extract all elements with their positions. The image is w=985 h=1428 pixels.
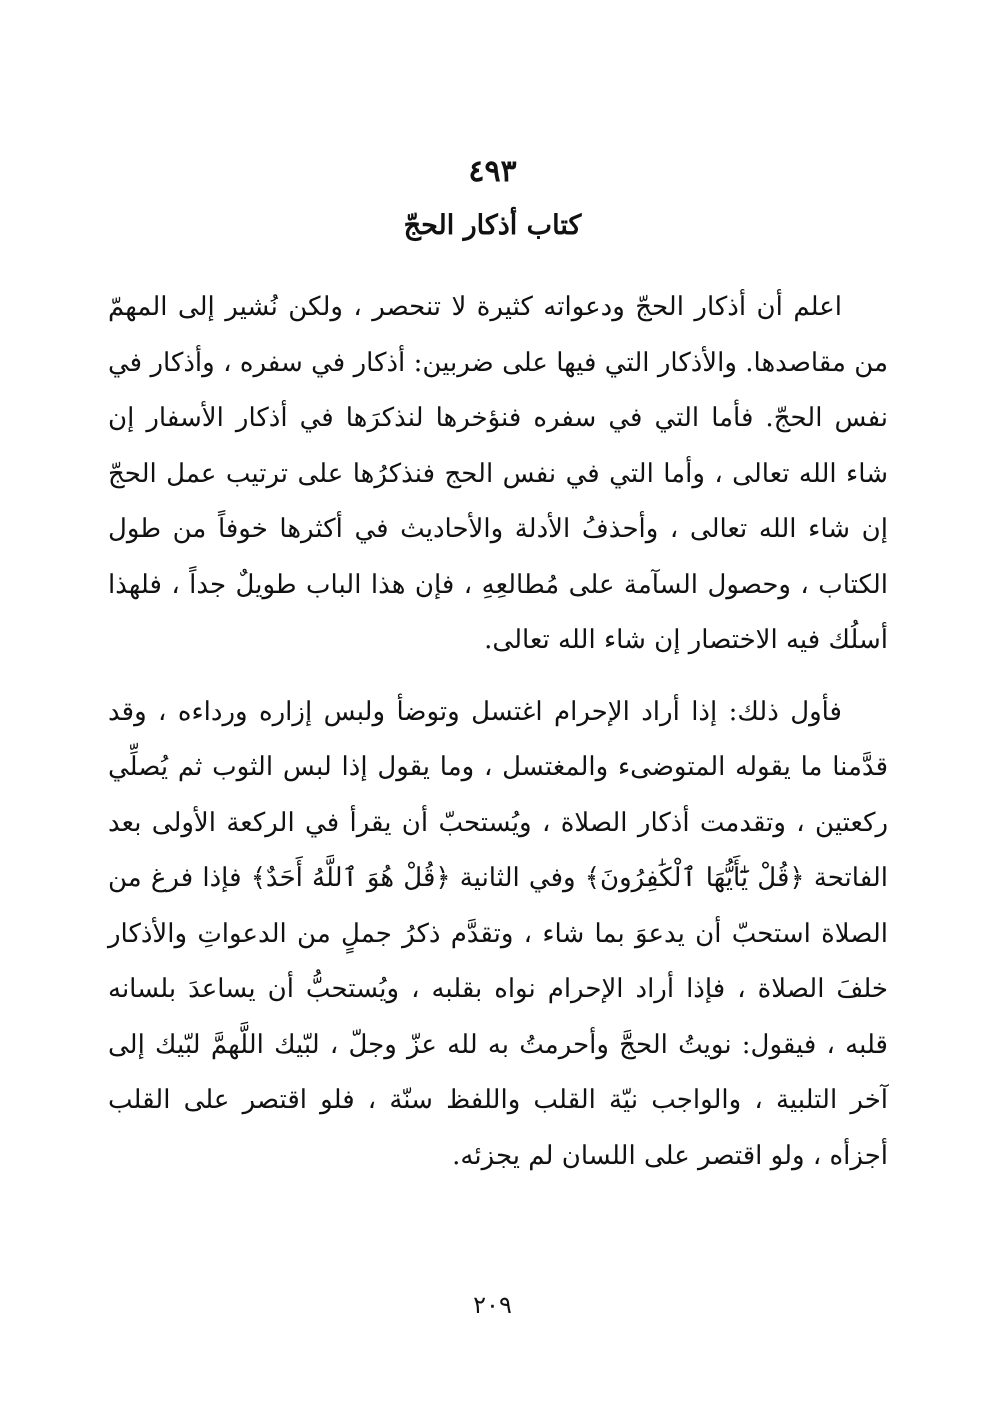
page-number: ٢٠٩ <box>473 1291 512 1319</box>
paragraph-ihram: فأول ذلك: إذا أراد الإحرام اغتسل وتوضأ ولبس إزاره ورداءه ، وقد قدَّمنا ما يقوله المتوضىء والمغتسل ، وما يقول إذا لبس الثوب ثم يُصلِّي ركعتين ، وتقدمت أذكار الصلاة ، ويُستحبّ أن يقرأ في الركعة الأولى بعد الفاتحة ﴿قُلْ يَٰٓأَيُّهَا ٱلْكَٰفِرُونَ﴾ وفي الثانية ﴿قُلْ هُوَ ٱللَّهُ أَحَدٌ﴾ فإذا فرغ من الصلاة استحبّ أن يدعوَ بما شاء ، وتقدَّم ذكرُ جملٍ من الدعواتِ والأذكار خلفَ الصلاة ، فإذا أراد الإحرام نواه بقلبه ، ويُستحبُّ أن يساعدَ بلسانه قلبه ، فيقول: نويتُ الحجَّ وأحرمتُ به لله عزّ وجلّ ، لبّيك اللَّهمَّ لبّيك إلى آخر التلبية ، والواجب نيّة القلب واللفظ سنّة ، فلو اقتصر على القلب أجزأه ، ولو اقتصر على اللسان لم يجزئه. <box>108 696 888 1171</box>
chapter-title: كتاب أذكار الحجّ <box>403 210 582 241</box>
paragraph-intro: اعلم أن أذكار الحجّ ودعواته كثيرة لا تنحصر ، ولكن نُشير إلى المهمّ من مقاصدها. والأذكار التي فيها على ضربين: أذكار في سفره ، وأذكار في نفس الحجّ. فأما التي في سفره فنؤخرها لنذكرَها في أذكار الأسفار إن شاء الله تعالى ، وأما التي في نفس الحج فنذكرُها على ترتيب عمل الحجّ إن شاء الله تعالى ، وأحذفُ الأدلة والأحاديث في أكثرها خوفاً من طول الكتاب ، وحصول السآمة على مُطالعِهِ ، فإن هذا الباب طويلٌ جداً ، فلهذا أسلُك فيه الاختصار إن شاء الله تعالى. <box>108 292 889 655</box>
body-text <box>108 280 888 1184</box>
section-number: ٤٩٣ <box>468 154 517 189</box>
